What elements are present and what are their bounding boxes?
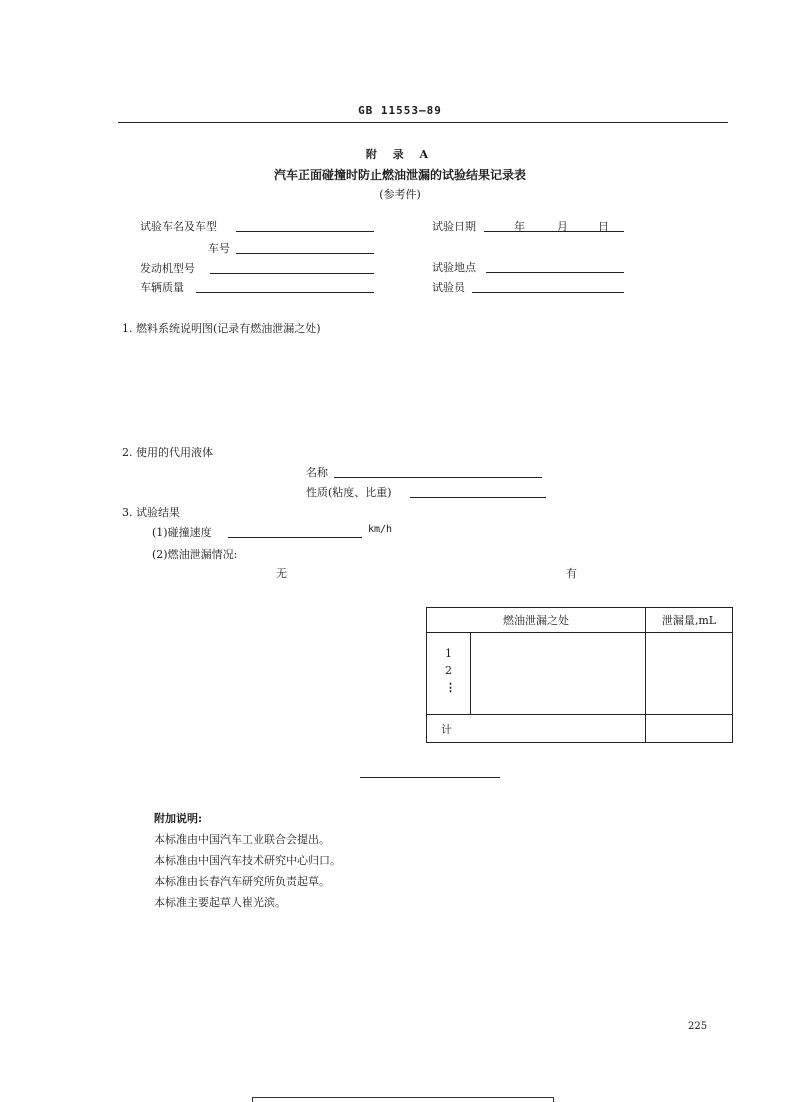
bottom-frame	[252, 1097, 554, 1102]
section-2-heading: 2. 使用的代用液体	[122, 446, 213, 459]
year-label: 年	[514, 220, 525, 233]
test-date-label: 试验日期	[432, 220, 476, 233]
day-label: 日	[598, 220, 609, 233]
form-title: 汽车正面碰撞时防止燃油泄漏的试验结果记录表	[273, 168, 526, 182]
table-total-row	[427, 715, 733, 743]
note-item: 本标准由中国汽车工业联合会提出。	[154, 833, 330, 846]
total-amount-cell[interactable]	[645, 715, 732, 743]
impact-speed-unit: km/h	[368, 524, 393, 535]
reference-note: (参考件)	[379, 188, 421, 201]
section-1-heading: 1. 燃料系统说明图(记录有燃油泄漏之处)	[122, 322, 321, 335]
note-item: 本标准由中国汽车技术研究中心归口。	[154, 854, 341, 867]
note-item: 本标准主要起草人崔光滨。	[154, 896, 286, 909]
table-row	[427, 633, 733, 715]
fluid-name-label: 名称	[306, 466, 328, 479]
fluid-props-field[interactable]	[410, 497, 546, 498]
row-number: ⋮	[445, 681, 456, 694]
tester-label: 试验员	[432, 281, 465, 294]
vehicle-no-label: 车号	[208, 242, 230, 255]
leak-amount-header: 泄漏量,mL	[645, 608, 732, 633]
vehicle-name-field[interactable]	[236, 231, 374, 232]
vehicle-no-field[interactable]	[236, 253, 374, 254]
impact-speed-field[interactable]	[228, 537, 362, 538]
fuel-leak-label: (2)燃油泄漏情况:	[152, 548, 238, 561]
appendix-title: 附 录 A	[365, 148, 435, 161]
table-header-row	[427, 608, 733, 633]
row-numbers	[427, 633, 471, 715]
test-site-field[interactable]	[486, 272, 624, 273]
test-site-label: 试验地点	[432, 261, 476, 274]
row-number: 1	[445, 647, 452, 660]
fluid-name-field[interactable]	[334, 477, 542, 478]
row-number: 2	[445, 664, 452, 677]
tester-field[interactable]	[472, 292, 624, 293]
has-leak-label: 有	[566, 567, 577, 580]
notes-heading: 附加说明:	[154, 812, 203, 825]
total-label: 计	[427, 715, 646, 743]
section-3-heading: 3. 试验结果	[122, 506, 180, 519]
leak-location-cell[interactable]	[471, 633, 646, 715]
leak-table	[426, 607, 733, 743]
no-leak-label: 无	[276, 567, 287, 580]
end-rule	[360, 777, 500, 778]
fluid-props-label: 性质(粘度、比重)	[306, 486, 392, 499]
note-item: 本标准由长春汽车研究所负责起草。	[154, 875, 330, 888]
leak-location-header: 燃油泄漏之处	[427, 608, 646, 633]
vehicle-name-label: 试验车名及车型	[140, 220, 217, 233]
impact-speed-label: (1)碰撞速度	[152, 526, 212, 539]
month-label: 月	[557, 220, 568, 233]
engine-model-label: 发动机型号	[140, 262, 195, 275]
standard-code: GB 11553—89	[358, 104, 442, 117]
header-rule	[118, 122, 728, 123]
page-number: 225	[688, 1021, 708, 1032]
vehicle-mass-field[interactable]	[196, 292, 374, 293]
engine-model-field[interactable]	[210, 273, 374, 274]
vehicle-mass-label: 车辆质量	[140, 281, 184, 294]
leak-amount-cell[interactable]	[645, 633, 732, 715]
